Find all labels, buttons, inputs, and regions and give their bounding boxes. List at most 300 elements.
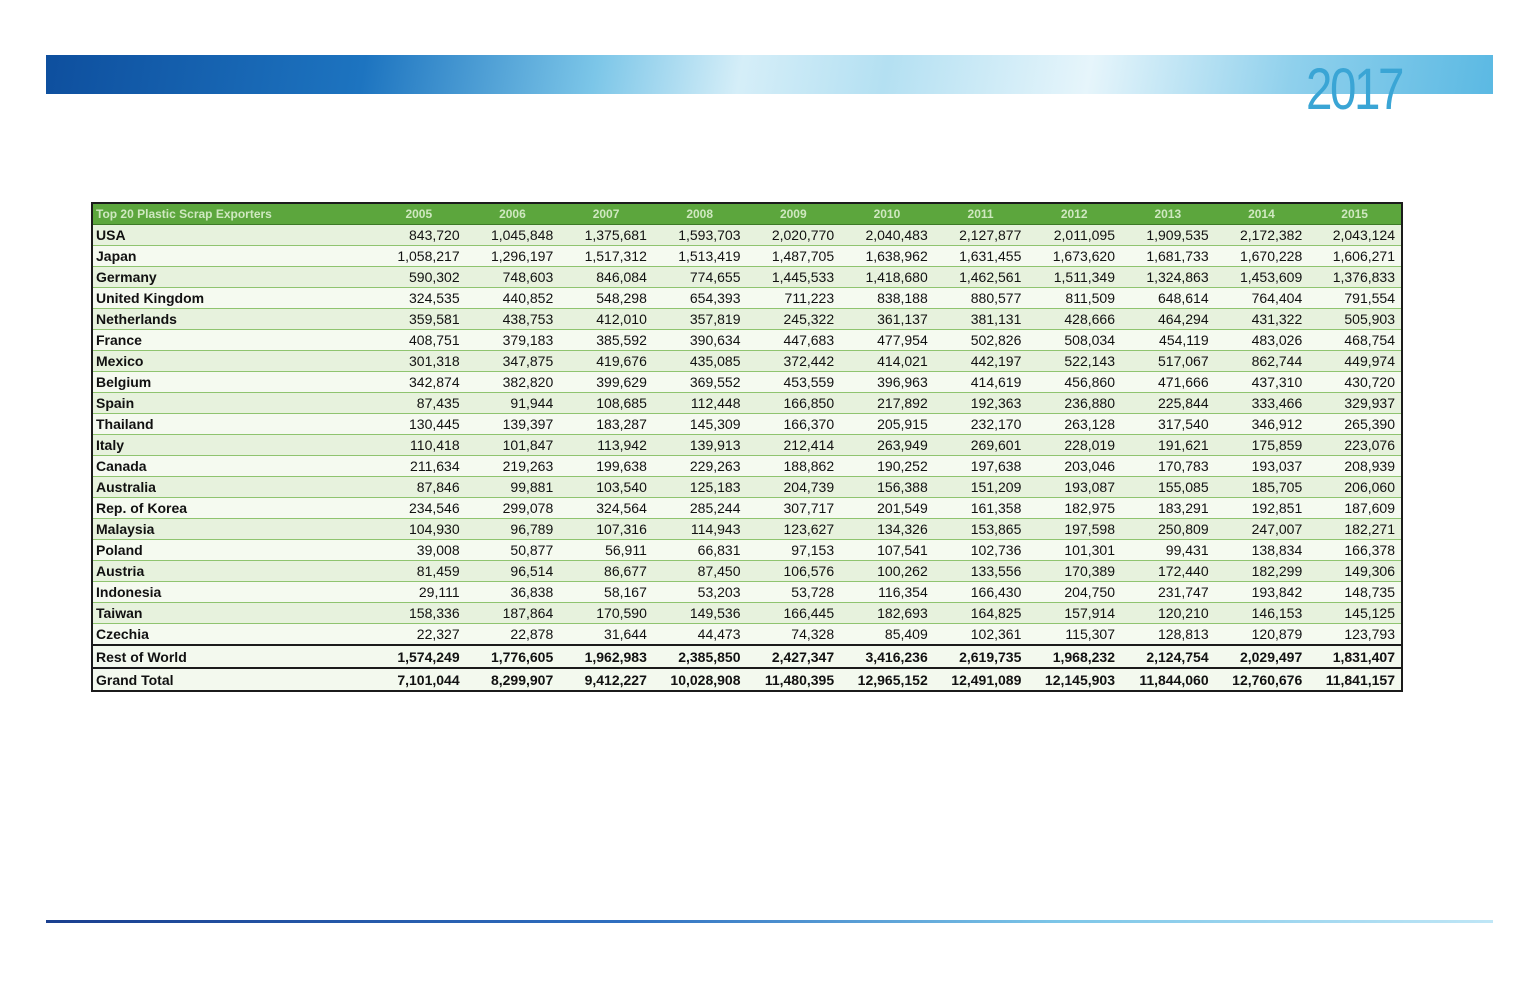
export-value-cell: 477,954 xyxy=(840,330,934,351)
export-value-cell: 1,058,217 xyxy=(372,246,466,267)
export-value-cell: 22,878 xyxy=(466,624,560,646)
export-value-cell: 265,390 xyxy=(1308,414,1402,435)
export-value-cell: 548,298 xyxy=(559,288,653,309)
table-title: Top 20 Plastic Scrap Exporters xyxy=(92,203,372,225)
export-value-cell: 164,825 xyxy=(934,603,1028,624)
table-row xyxy=(92,372,1402,393)
country-name: Australia xyxy=(92,477,372,498)
export-value-cell: 483,026 xyxy=(1215,330,1309,351)
export-value-cell: 1,487,705 xyxy=(747,246,841,267)
export-value-cell: 1,909,535 xyxy=(1121,225,1215,246)
export-value-cell: 206,060 xyxy=(1308,477,1402,498)
country-name: Malaysia xyxy=(92,519,372,540)
export-value-cell: 232,170 xyxy=(934,414,1028,435)
export-value-cell: 440,852 xyxy=(466,288,560,309)
export-value-cell: 188,862 xyxy=(747,456,841,477)
export-value-cell: 1,631,455 xyxy=(934,246,1028,267)
column-header: 2006 xyxy=(466,203,560,225)
export-value-cell: 329,937 xyxy=(1308,393,1402,414)
export-value-cell: 408,751 xyxy=(372,330,466,351)
export-value-cell: 774,655 xyxy=(653,267,747,288)
export-value-cell: 419,676 xyxy=(559,351,653,372)
header-banner xyxy=(46,55,1493,94)
export-value-cell: 12,145,903 xyxy=(1027,668,1121,691)
export-value-cell: 517,067 xyxy=(1121,351,1215,372)
export-value-cell: 101,301 xyxy=(1027,540,1121,561)
column-header: 2013 xyxy=(1121,203,1215,225)
export-value-cell: 191,621 xyxy=(1121,435,1215,456)
export-value-cell: 1,045,848 xyxy=(466,225,560,246)
export-value-cell: 81,459 xyxy=(372,561,466,582)
export-value-cell: 134,326 xyxy=(840,519,934,540)
export-value-cell: 123,627 xyxy=(747,519,841,540)
country-name: Czechia xyxy=(92,624,372,646)
export-value-cell: 7,101,044 xyxy=(372,668,466,691)
export-value-cell: 56,911 xyxy=(559,540,653,561)
export-value-cell: 193,037 xyxy=(1215,456,1309,477)
export-value-cell: 197,638 xyxy=(934,456,1028,477)
export-value-cell: 333,466 xyxy=(1215,393,1309,414)
export-value-cell: 107,316 xyxy=(559,519,653,540)
export-value-cell: 2,427,347 xyxy=(747,645,841,668)
export-value-cell: 182,975 xyxy=(1027,498,1121,519)
export-value-cell: 9,412,227 xyxy=(559,668,653,691)
export-value-cell: 12,491,089 xyxy=(934,668,1028,691)
country-name: France xyxy=(92,330,372,351)
export-value-cell: 396,963 xyxy=(840,372,934,393)
column-header: 2005 xyxy=(372,203,466,225)
export-value-cell: 1,574,249 xyxy=(372,645,466,668)
table-header-row xyxy=(92,203,1402,225)
table-row xyxy=(92,498,1402,519)
export-value-cell: 106,576 xyxy=(747,561,841,582)
export-value-cell: 115,307 xyxy=(1027,624,1121,646)
column-header: 2009 xyxy=(747,203,841,225)
table-total-row xyxy=(92,645,1402,668)
export-value-cell: 231,747 xyxy=(1121,582,1215,603)
export-value-cell: 217,892 xyxy=(840,393,934,414)
export-value-cell: 102,361 xyxy=(934,624,1028,646)
export-value-cell: 187,864 xyxy=(466,603,560,624)
table-total-row xyxy=(92,668,1402,691)
export-value-cell: 182,299 xyxy=(1215,561,1309,582)
export-value-cell: 39,008 xyxy=(372,540,466,561)
export-value-cell: 1,962,983 xyxy=(559,645,653,668)
export-value-cell: 428,666 xyxy=(1027,309,1121,330)
export-value-cell: 372,442 xyxy=(747,351,841,372)
export-value-cell: 166,850 xyxy=(747,393,841,414)
export-value-cell: 102,736 xyxy=(934,540,1028,561)
export-value-cell: 317,540 xyxy=(1121,414,1215,435)
export-value-cell: 182,693 xyxy=(840,603,934,624)
export-value-cell: 471,666 xyxy=(1121,372,1215,393)
export-value-cell: 1,776,605 xyxy=(466,645,560,668)
export-value-cell: 130,445 xyxy=(372,414,466,435)
export-value-cell: 58,167 xyxy=(559,582,653,603)
export-value-cell: 128,813 xyxy=(1121,624,1215,646)
export-value-cell: 155,085 xyxy=(1121,477,1215,498)
export-value-cell: 183,291 xyxy=(1121,498,1215,519)
export-value-cell: 97,153 xyxy=(747,540,841,561)
country-name: Spain xyxy=(92,393,372,414)
export-value-cell: 711,223 xyxy=(747,288,841,309)
export-value-cell: 225,844 xyxy=(1121,393,1215,414)
country-name: Canada xyxy=(92,456,372,477)
export-value-cell: 31,644 xyxy=(559,624,653,646)
export-value-cell: 324,535 xyxy=(372,288,466,309)
export-value-cell: 381,131 xyxy=(934,309,1028,330)
export-value-cell: 183,287 xyxy=(559,414,653,435)
export-value-cell: 10,028,908 xyxy=(653,668,747,691)
export-value-cell: 193,087 xyxy=(1027,477,1121,498)
export-value-cell: 862,744 xyxy=(1215,351,1309,372)
export-value-cell: 502,826 xyxy=(934,330,1028,351)
export-value-cell: 87,435 xyxy=(372,393,466,414)
table-row xyxy=(92,603,1402,624)
country-name: Austria xyxy=(92,561,372,582)
table-row xyxy=(92,561,1402,582)
export-value-cell: 182,271 xyxy=(1308,519,1402,540)
export-value-cell: 166,430 xyxy=(934,582,1028,603)
export-value-cell: 110,418 xyxy=(372,435,466,456)
export-value-cell: 87,846 xyxy=(372,477,466,498)
export-value-cell: 219,263 xyxy=(466,456,560,477)
export-value-cell: 229,263 xyxy=(653,456,747,477)
export-value-cell: 347,875 xyxy=(466,351,560,372)
table-row xyxy=(92,393,1402,414)
export-value-cell: 435,085 xyxy=(653,351,747,372)
export-value-cell: 2,043,124 xyxy=(1308,225,1402,246)
export-value-cell: 456,860 xyxy=(1027,372,1121,393)
export-value-cell: 172,440 xyxy=(1121,561,1215,582)
export-value-cell: 414,619 xyxy=(934,372,1028,393)
export-value-cell: 285,244 xyxy=(653,498,747,519)
export-value-cell: 438,753 xyxy=(466,309,560,330)
country-name: Grand Total xyxy=(92,668,372,691)
export-value-cell: 454,119 xyxy=(1121,330,1215,351)
export-value-cell: 2,020,770 xyxy=(747,225,841,246)
country-name: Japan xyxy=(92,246,372,267)
export-value-cell: 205,915 xyxy=(840,414,934,435)
export-value-cell: 442,197 xyxy=(934,351,1028,372)
export-value-cell: 204,750 xyxy=(1027,582,1121,603)
export-value-cell: 648,614 xyxy=(1121,288,1215,309)
export-value-cell: 228,019 xyxy=(1027,435,1121,456)
export-value-cell: 1,375,681 xyxy=(559,225,653,246)
export-value-cell: 263,949 xyxy=(840,435,934,456)
table-row xyxy=(92,414,1402,435)
export-value-cell: 112,448 xyxy=(653,393,747,414)
export-value-cell: 166,445 xyxy=(747,603,841,624)
export-value-cell: 1,324,863 xyxy=(1121,267,1215,288)
export-value-cell: 120,210 xyxy=(1121,603,1215,624)
export-value-cell: 791,554 xyxy=(1308,288,1402,309)
column-header: 2007 xyxy=(559,203,653,225)
page-year: 2017 xyxy=(1306,57,1402,122)
export-value-cell: 447,683 xyxy=(747,330,841,351)
country-name: Belgium xyxy=(92,372,372,393)
export-value-cell: 2,385,850 xyxy=(653,645,747,668)
export-value-cell: 53,728 xyxy=(747,582,841,603)
country-name: Italy xyxy=(92,435,372,456)
export-value-cell: 811,509 xyxy=(1027,288,1121,309)
export-value-cell: 166,378 xyxy=(1308,540,1402,561)
export-value-cell: 764,404 xyxy=(1215,288,1309,309)
export-value-cell: 139,913 xyxy=(653,435,747,456)
export-value-cell: 468,754 xyxy=(1308,330,1402,351)
export-value-cell: 1,670,228 xyxy=(1215,246,1309,267)
column-header: 2008 xyxy=(653,203,747,225)
export-value-cell: 1,296,197 xyxy=(466,246,560,267)
export-value-cell: 161,358 xyxy=(934,498,1028,519)
export-value-cell: 153,865 xyxy=(934,519,1028,540)
export-value-cell: 1,517,312 xyxy=(559,246,653,267)
export-value-cell: 12,965,152 xyxy=(840,668,934,691)
export-value-cell: 156,388 xyxy=(840,477,934,498)
export-value-cell: 3,416,236 xyxy=(840,645,934,668)
export-value-cell: 1,831,407 xyxy=(1308,645,1402,668)
export-value-cell: 151,209 xyxy=(934,477,1028,498)
export-value-cell: 158,336 xyxy=(372,603,466,624)
export-value-cell: 190,252 xyxy=(840,456,934,477)
export-value-cell: 1,453,609 xyxy=(1215,267,1309,288)
export-value-cell: 114,943 xyxy=(653,519,747,540)
export-value-cell: 880,577 xyxy=(934,288,1028,309)
export-value-cell: 44,473 xyxy=(653,624,747,646)
export-value-cell: 120,879 xyxy=(1215,624,1309,646)
export-value-cell: 11,480,395 xyxy=(747,668,841,691)
export-value-cell: 1,418,680 xyxy=(840,267,934,288)
export-value-cell: 12,760,676 xyxy=(1215,668,1309,691)
export-value-cell: 103,540 xyxy=(559,477,653,498)
export-value-cell: 99,431 xyxy=(1121,540,1215,561)
export-value-cell: 11,841,157 xyxy=(1308,668,1402,691)
export-value-cell: 1,445,533 xyxy=(747,267,841,288)
export-value-cell: 522,143 xyxy=(1027,351,1121,372)
export-value-cell: 1,376,833 xyxy=(1308,267,1402,288)
table-row xyxy=(92,351,1402,372)
column-header: 2011 xyxy=(934,203,1028,225)
country-name: Rep. of Korea xyxy=(92,498,372,519)
export-value-cell: 125,183 xyxy=(653,477,747,498)
export-value-cell: 192,851 xyxy=(1215,498,1309,519)
export-value-cell: 175,859 xyxy=(1215,435,1309,456)
country-name: Thailand xyxy=(92,414,372,435)
export-value-cell: 1,673,620 xyxy=(1027,246,1121,267)
export-value-cell: 192,363 xyxy=(934,393,1028,414)
export-value-cell: 505,903 xyxy=(1308,309,1402,330)
export-value-cell: 2,124,754 xyxy=(1121,645,1215,668)
table-row xyxy=(92,624,1402,646)
export-value-cell: 145,125 xyxy=(1308,603,1402,624)
table-row xyxy=(92,225,1402,246)
export-value-cell: 307,717 xyxy=(747,498,841,519)
export-value-cell: 369,552 xyxy=(653,372,747,393)
export-value-cell: 212,414 xyxy=(747,435,841,456)
country-name: United Kingdom xyxy=(92,288,372,309)
table-row xyxy=(92,519,1402,540)
export-value-cell: 2,011,095 xyxy=(1027,225,1121,246)
table-row xyxy=(92,540,1402,561)
export-value-cell: 74,328 xyxy=(747,624,841,646)
export-value-cell: 453,559 xyxy=(747,372,841,393)
export-value-cell: 508,034 xyxy=(1027,330,1121,351)
country-name: USA xyxy=(92,225,372,246)
export-value-cell: 101,847 xyxy=(466,435,560,456)
export-value-cell: 414,021 xyxy=(840,351,934,372)
country-name: Poland xyxy=(92,540,372,561)
export-value-cell: 87,450 xyxy=(653,561,747,582)
export-value-cell: 1,681,733 xyxy=(1121,246,1215,267)
export-value-cell: 1,513,419 xyxy=(653,246,747,267)
export-value-cell: 843,720 xyxy=(372,225,466,246)
export-value-cell: 203,046 xyxy=(1027,456,1121,477)
export-value-cell: 204,739 xyxy=(747,477,841,498)
export-value-cell: 149,306 xyxy=(1308,561,1402,582)
table-row xyxy=(92,330,1402,351)
export-value-cell: 29,111 xyxy=(372,582,466,603)
export-value-cell: 146,153 xyxy=(1215,603,1309,624)
table-row xyxy=(92,309,1402,330)
export-value-cell: 379,183 xyxy=(466,330,560,351)
export-value-cell: 263,128 xyxy=(1027,414,1121,435)
country-name: Indonesia xyxy=(92,582,372,603)
export-value-cell: 104,930 xyxy=(372,519,466,540)
export-value-cell: 108,685 xyxy=(559,393,653,414)
export-value-cell: 250,809 xyxy=(1121,519,1215,540)
export-value-cell: 301,318 xyxy=(372,351,466,372)
column-header: 2010 xyxy=(840,203,934,225)
export-value-cell: 590,302 xyxy=(372,267,466,288)
export-value-cell: 96,514 xyxy=(466,561,560,582)
export-value-cell: 236,880 xyxy=(1027,393,1121,414)
export-value-cell: 234,546 xyxy=(372,498,466,519)
export-value-cell: 157,914 xyxy=(1027,603,1121,624)
export-value-cell: 2,040,483 xyxy=(840,225,934,246)
export-value-cell: 838,188 xyxy=(840,288,934,309)
export-value-cell: 449,974 xyxy=(1308,351,1402,372)
export-value-cell: 66,831 xyxy=(653,540,747,561)
export-value-cell: 138,834 xyxy=(1215,540,1309,561)
export-value-cell: 324,564 xyxy=(559,498,653,519)
export-value-cell: 113,942 xyxy=(559,435,653,456)
table-row xyxy=(92,246,1402,267)
export-value-cell: 100,262 xyxy=(840,561,934,582)
export-value-cell: 245,322 xyxy=(747,309,841,330)
export-value-cell: 390,634 xyxy=(653,330,747,351)
export-value-cell: 346,912 xyxy=(1215,414,1309,435)
export-value-cell: 1,593,703 xyxy=(653,225,747,246)
export-value-cell: 199,638 xyxy=(559,456,653,477)
export-value-cell: 99,881 xyxy=(466,477,560,498)
export-value-cell: 269,601 xyxy=(934,435,1028,456)
export-value-cell: 91,944 xyxy=(466,393,560,414)
export-value-cell: 85,409 xyxy=(840,624,934,646)
export-value-cell: 86,677 xyxy=(559,561,653,582)
export-value-cell: 197,598 xyxy=(1027,519,1121,540)
export-value-cell: 139,397 xyxy=(466,414,560,435)
export-value-cell: 385,592 xyxy=(559,330,653,351)
export-value-cell: 437,310 xyxy=(1215,372,1309,393)
export-value-cell: 149,536 xyxy=(653,603,747,624)
export-value-cell: 148,735 xyxy=(1308,582,1402,603)
export-value-cell: 2,619,735 xyxy=(934,645,1028,668)
export-value-cell: 107,541 xyxy=(840,540,934,561)
export-value-cell: 211,634 xyxy=(372,456,466,477)
export-value-cell: 208,939 xyxy=(1308,456,1402,477)
export-value-cell: 431,322 xyxy=(1215,309,1309,330)
export-value-cell: 299,078 xyxy=(466,498,560,519)
export-value-cell: 170,783 xyxy=(1121,456,1215,477)
table-row xyxy=(92,456,1402,477)
export-value-cell: 2,029,497 xyxy=(1215,645,1309,668)
export-value-cell: 201,549 xyxy=(840,498,934,519)
table-row xyxy=(92,288,1402,309)
export-value-cell: 133,556 xyxy=(934,561,1028,582)
export-value-cell: 166,370 xyxy=(747,414,841,435)
country-name: Netherlands xyxy=(92,309,372,330)
table-row xyxy=(92,477,1402,498)
export-value-cell: 430,720 xyxy=(1308,372,1402,393)
export-value-cell: 22,327 xyxy=(372,624,466,646)
country-name: Germany xyxy=(92,267,372,288)
export-value-cell: 170,389 xyxy=(1027,561,1121,582)
export-value-cell: 464,294 xyxy=(1121,309,1215,330)
export-value-cell: 50,877 xyxy=(466,540,560,561)
export-value-cell: 247,007 xyxy=(1215,519,1309,540)
export-value-cell: 382,820 xyxy=(466,372,560,393)
country-name: Mexico xyxy=(92,351,372,372)
column-header: 2014 xyxy=(1215,203,1309,225)
country-name: Rest of World xyxy=(92,645,372,668)
export-value-cell: 412,010 xyxy=(559,309,653,330)
export-value-cell: 1,968,232 xyxy=(1027,645,1121,668)
table-row xyxy=(92,267,1402,288)
export-value-cell: 1,606,271 xyxy=(1308,246,1402,267)
table-row xyxy=(92,582,1402,603)
export-value-cell: 748,603 xyxy=(466,267,560,288)
export-value-cell: 359,581 xyxy=(372,309,466,330)
plastic-scrap-exporters-table xyxy=(91,202,1403,692)
export-value-cell: 1,638,962 xyxy=(840,246,934,267)
export-value-cell: 399,629 xyxy=(559,372,653,393)
column-header: 2015 xyxy=(1308,203,1402,225)
footer-rule xyxy=(46,920,1493,923)
export-value-cell: 654,393 xyxy=(653,288,747,309)
export-value-cell: 846,084 xyxy=(559,267,653,288)
export-value-cell: 357,819 xyxy=(653,309,747,330)
export-value-cell: 193,842 xyxy=(1215,582,1309,603)
export-value-cell: 223,076 xyxy=(1308,435,1402,456)
export-value-cell: 361,137 xyxy=(840,309,934,330)
column-header: 2012 xyxy=(1027,203,1121,225)
export-value-cell: 145,309 xyxy=(653,414,747,435)
export-value-cell: 116,354 xyxy=(840,582,934,603)
export-value-cell: 342,874 xyxy=(372,372,466,393)
export-value-cell: 8,299,907 xyxy=(466,668,560,691)
export-value-cell: 170,590 xyxy=(559,603,653,624)
export-value-cell: 53,203 xyxy=(653,582,747,603)
export-value-cell: 11,844,060 xyxy=(1121,668,1215,691)
country-name: Taiwan xyxy=(92,603,372,624)
export-value-cell: 36,838 xyxy=(466,582,560,603)
table-row xyxy=(92,435,1402,456)
export-value-cell: 123,793 xyxy=(1308,624,1402,646)
export-value-cell: 1,511,349 xyxy=(1027,267,1121,288)
export-value-cell: 2,127,877 xyxy=(934,225,1028,246)
export-value-cell: 2,172,382 xyxy=(1215,225,1309,246)
export-value-cell: 96,789 xyxy=(466,519,560,540)
